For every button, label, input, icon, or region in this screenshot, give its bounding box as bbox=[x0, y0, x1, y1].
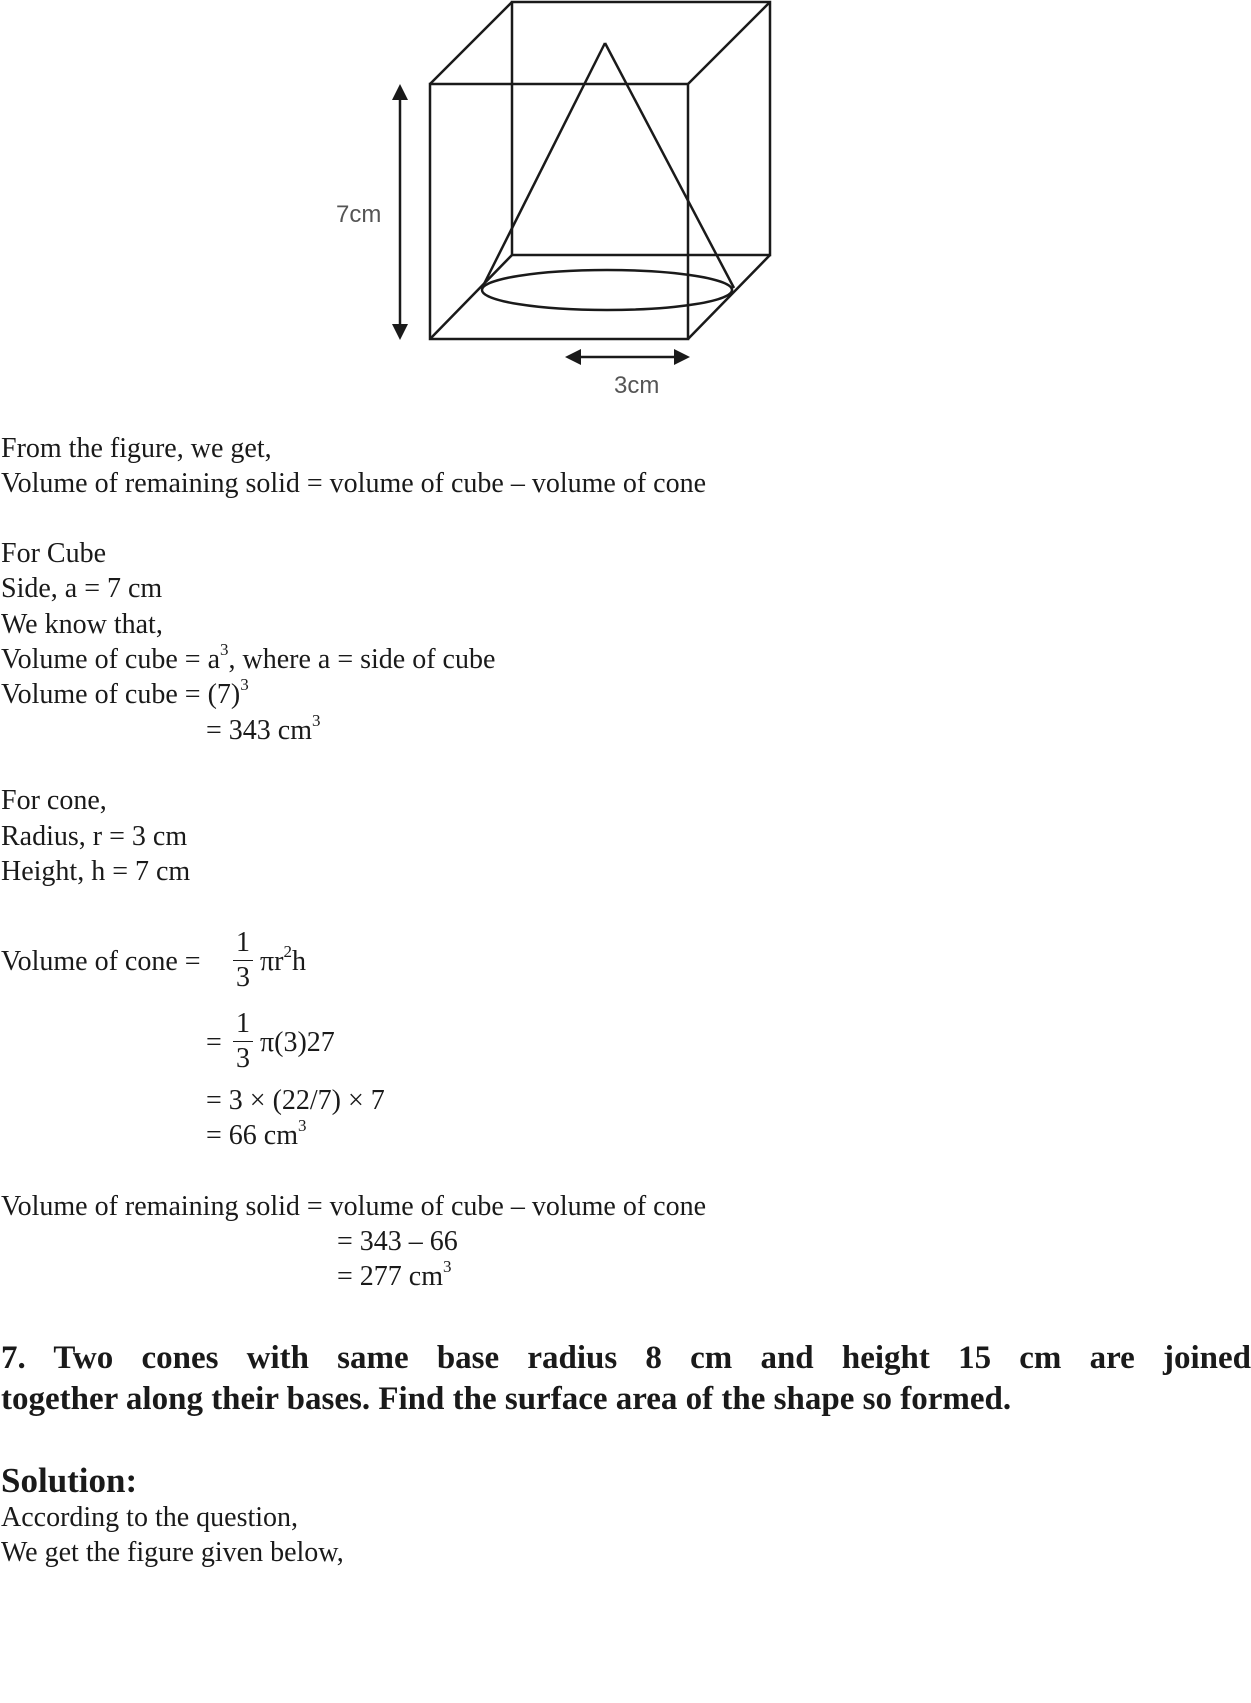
superscript: 3 bbox=[443, 1256, 452, 1276]
formula-text: Volume of cube = a bbox=[1, 644, 220, 675]
superscript: 3 bbox=[240, 674, 249, 694]
fraction-numerator: 1 bbox=[236, 1008, 250, 1039]
text-line: For Cube bbox=[1, 538, 106, 569]
formula-line bbox=[337, 1256, 452, 1294]
cube-cone-diagram bbox=[330, 0, 790, 410]
formula-line bbox=[260, 941, 306, 979]
fraction-numerator: 1 bbox=[236, 927, 250, 958]
formula-line: π(3)27 bbox=[260, 1027, 335, 1058]
fraction-one-third bbox=[233, 1010, 253, 1073]
formula-line bbox=[1, 674, 249, 712]
cube-edge-top-left bbox=[430, 2, 512, 84]
height-arrow-head-top bbox=[392, 84, 408, 100]
radius-arrow-head-left bbox=[565, 349, 581, 365]
cube-cone-figure bbox=[330, 0, 790, 410]
superscript: 2 bbox=[283, 941, 292, 961]
cube-edge-bottom-right bbox=[688, 255, 770, 339]
question-line: 7. Two cones with same base radius 8 cm and height 15 cm are joined bbox=[1, 1340, 1251, 1376]
text-line: From the figure, we get, bbox=[1, 433, 272, 464]
text-line: Radius, r = 3 cm bbox=[1, 821, 188, 852]
fraction-bar bbox=[233, 1041, 253, 1042]
text-line: Height, h = 7 cm bbox=[1, 856, 191, 887]
solution-heading: Solution: bbox=[1, 1461, 138, 1500]
text-line: According to the question, bbox=[1, 1502, 299, 1533]
cone-right-slant bbox=[605, 43, 734, 288]
radius-label: 3cm bbox=[614, 372, 660, 399]
radius-arrow-head-right bbox=[674, 349, 690, 365]
text-line: We know that, bbox=[1, 609, 163, 640]
formula-text: = 66 cm bbox=[206, 1120, 298, 1151]
formula-line bbox=[1, 639, 496, 677]
formula-line bbox=[206, 1115, 307, 1153]
cone-left-slant bbox=[482, 43, 605, 288]
formula-text: , where a = side of cube bbox=[228, 644, 496, 675]
height-arrow-head-bottom bbox=[392, 324, 408, 340]
text-line: For cone, bbox=[1, 785, 107, 816]
formula-line: = bbox=[206, 1027, 222, 1058]
fraction-denominator: 3 bbox=[236, 1043, 250, 1074]
cube-edge-top-right bbox=[688, 2, 770, 84]
fraction-bar bbox=[233, 960, 253, 961]
formula-text: h bbox=[291, 946, 306, 977]
question-line: together along their bases. Find the surface area of the shape so formed. bbox=[1, 1381, 1012, 1417]
text-line: Volume of remaining solid = volume of cube – volume of cone bbox=[1, 1191, 707, 1222]
formula-line: Volume of cone = bbox=[1, 946, 201, 977]
text-line: Side, a = 7 cm bbox=[1, 573, 163, 604]
text-line: Volume of remaining solid = volume of cube – volume of cone bbox=[1, 468, 707, 499]
formula-line: = 343 – 66 bbox=[337, 1226, 458, 1257]
superscript: 3 bbox=[220, 639, 229, 659]
formula-text: Volume of cube = (7) bbox=[1, 679, 241, 710]
superscript: 3 bbox=[298, 1115, 307, 1135]
fraction-one-third bbox=[233, 929, 253, 992]
cube-edge-bottom-left bbox=[430, 255, 512, 339]
text-line: We get the figure given below, bbox=[1, 1537, 344, 1568]
cone-base-ellipse bbox=[482, 270, 732, 310]
formula-text: = 277 cm bbox=[337, 1261, 443, 1292]
formula-line bbox=[206, 710, 321, 748]
formula-text: = 343 cm bbox=[206, 715, 312, 746]
fraction-denominator: 3 bbox=[236, 962, 250, 993]
formula-text: πr bbox=[260, 946, 284, 977]
superscript: 3 bbox=[312, 710, 321, 730]
height-label: 7cm bbox=[336, 201, 382, 228]
formula-line: = 3 × (22/7) × 7 bbox=[206, 1085, 385, 1116]
